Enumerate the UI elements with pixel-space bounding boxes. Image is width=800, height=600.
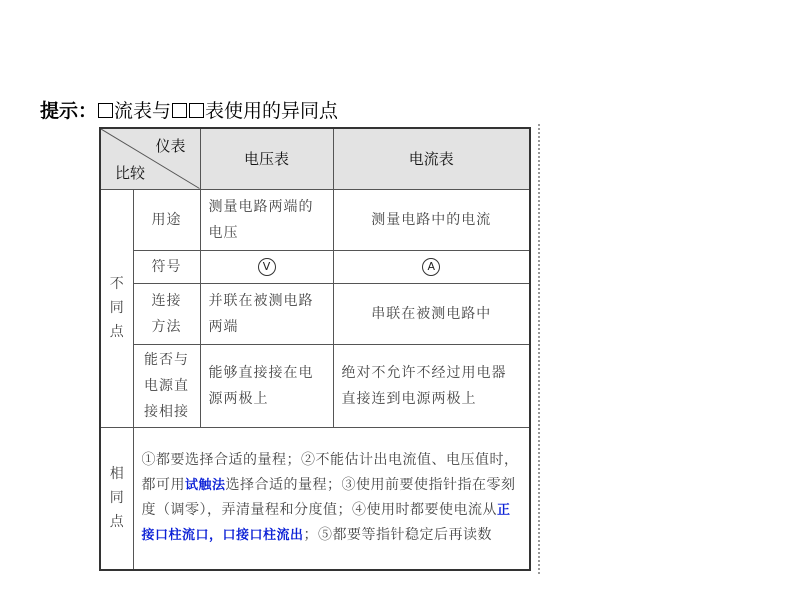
row-power-source (100, 344, 530, 427)
row-label: 能否与电源直接相接 (133, 344, 200, 427)
title-part2: 表使用的异同点 (205, 100, 339, 122)
header-row (100, 128, 530, 189)
title-part1: 流表与 (114, 100, 172, 122)
header-voltmeter: 电压表 (200, 128, 333, 189)
similarities-text-3: ；⑤都要等指针稳定后再读数 (303, 527, 493, 544)
differences-cell (100, 189, 133, 427)
row-label: 用途 (133, 189, 200, 250)
missing-char-box (189, 103, 204, 118)
ammeter-purpose: 测量电路中的电流 (333, 189, 530, 250)
voltmeter-symbol-cell (200, 250, 333, 283)
ammeter-connection: 串联在被测电路中 (333, 283, 530, 344)
similarities-label: 相 同 点 (109, 466, 124, 531)
voltmeter-symbol-icon: V (258, 258, 276, 276)
voltmeter-connection: 并联在被测电路两端 (200, 283, 333, 344)
row-label: 符号 (133, 250, 200, 283)
header-compare-label: 比较 (115, 163, 146, 182)
comparison-table (99, 127, 531, 571)
ammeter-symbol-icon: A (422, 258, 440, 276)
differences-label: 不 同 点 (109, 276, 124, 340)
similarities-text (133, 427, 530, 570)
page-title (40, 96, 338, 123)
ammeter-power-source: 绝对不允许不经过用电器直接连到电源两极上 (333, 344, 530, 427)
row-similarities (100, 427, 530, 570)
dotted-divider (538, 124, 540, 574)
voltmeter-power-source: 能够直接接在电源两极上 (200, 344, 333, 427)
similarities-text-2: 选择合适的量程；③使用前要使指针指在零刻度（调零），弄清量程和分度值；④使用时都要使电流从 (141, 477, 516, 519)
row-label: 连接方法 (133, 283, 200, 344)
row-symbol (100, 250, 530, 283)
row-purpose (100, 189, 530, 250)
voltmeter-purpose: 测量电路两端的电压 (200, 189, 333, 250)
missing-char-box (98, 103, 113, 118)
diagonal-header-cell (100, 128, 200, 189)
answer-blank-2: 正接口柱流口，口接口柱流出 (141, 503, 511, 544)
similarities-text-1: ①都要选择合适的量程；②不能估计出电流值、电压值时，都可用 (141, 452, 519, 494)
header-ammeter: 电流表 (333, 128, 530, 189)
title-label: 提示： (40, 100, 98, 122)
ammeter-symbol-cell (333, 250, 530, 283)
header-instrument-label: 仪表 (155, 137, 186, 155)
missing-char-box (172, 103, 187, 118)
row-connection (100, 283, 530, 344)
answer-blank-1: 试触法 (185, 478, 226, 494)
similarities-cell (100, 427, 133, 570)
